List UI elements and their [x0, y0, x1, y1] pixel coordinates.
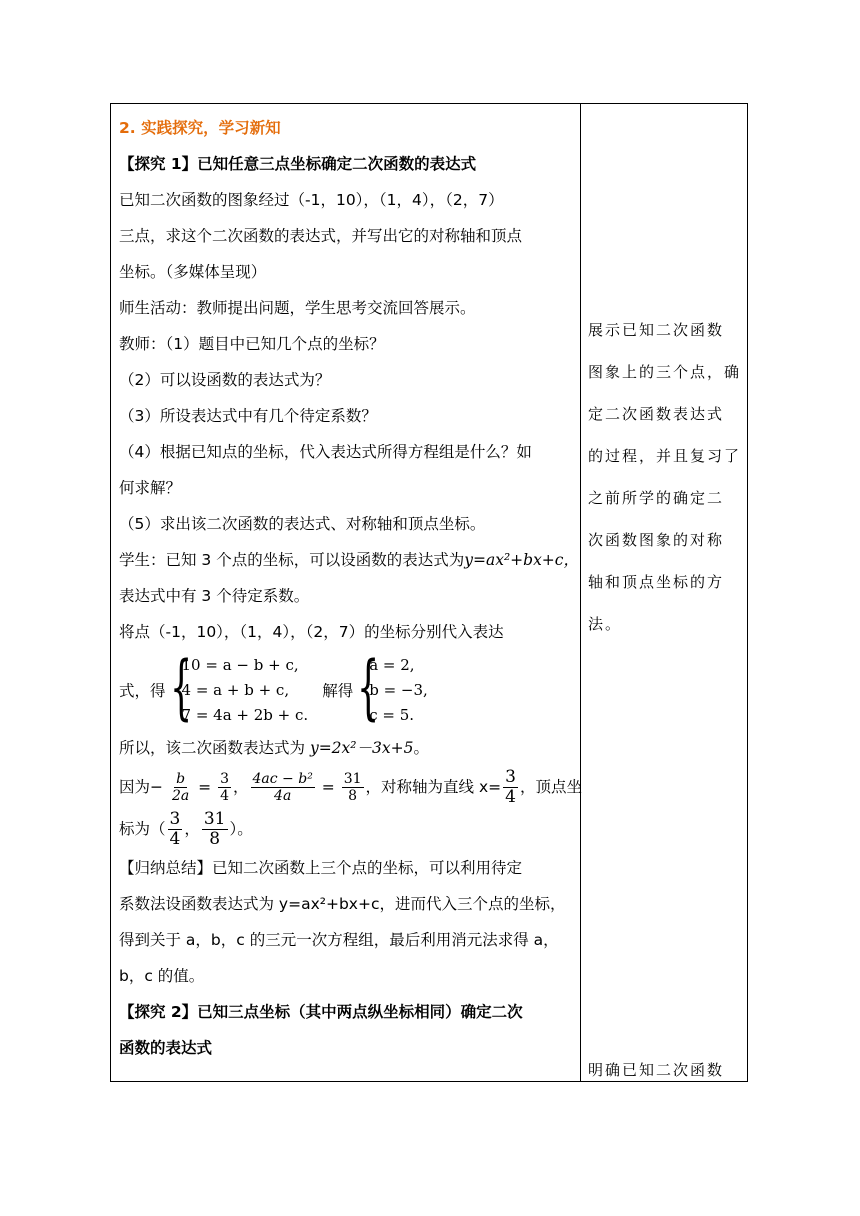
result-formula: y=2x²－3x+5 [309, 739, 414, 757]
vertex-tail: ，顶点坐 [519, 778, 582, 796]
side-note-line: 法。 [588, 615, 623, 633]
fraction-31-over-8 [342, 771, 364, 804]
substitute-prefix: 式，得 [119, 682, 166, 700]
summary-line-1: 【归纳总结】已知二次函数上三个点的坐标，可以利用待定 [119, 859, 523, 877]
student-answer-prefix: 学生：已知 3 个点的坐标，可以设函数的表达式为 [119, 551, 465, 569]
explore1-heading: 【探究 1】已知任意三点坐标确定二次函数的表达式 [119, 155, 477, 173]
substitute-line: 将点（-1，10），（1，4），（2，7）的坐标分别代入表达 [119, 623, 504, 641]
fraction-3-over-4 [218, 771, 231, 804]
problem-line-3: 坐标。（多媒体呈现） [119, 263, 267, 281]
side-note-line: 定二次函数表达式 [588, 405, 725, 423]
section-title: 2. 实践探究，学习新知 [119, 119, 281, 137]
teacher-question-4b: 何求解？ [119, 479, 182, 497]
frac2-num: 3 [220, 771, 229, 787]
student-answer-formula: y=ax²+bx+c， [464, 551, 579, 569]
equation-systems [119, 646, 575, 730]
vertex-suffix: ）。 [229, 820, 253, 838]
problem-line-2: 三点，求这个二次函数的表达式，并写出它的对称轴和顶点 [119, 227, 523, 245]
side-note-line: 图象上的三个点，确 [588, 363, 742, 381]
axis-line [119, 766, 582, 808]
result-prefix: 所以，该二次函数表达式为 [119, 739, 310, 757]
teacher-question-4a: （4）根据已知点的坐标，代入表达式所得方程组是什么？如 [119, 443, 532, 461]
fraction-b-over-2a [170, 771, 191, 804]
result-line [119, 730, 575, 766]
student-answer-b: 表达式中有 3 个待定系数。 [119, 587, 310, 605]
teacher-question-2: （2）可以设函数的表达式为？ [119, 371, 331, 389]
frac3-num: 4ac − b² [252, 771, 313, 787]
side-note-line: 展示已知二次函数 [588, 321, 725, 339]
fraction-vertex-y [251, 771, 315, 804]
system-1 [166, 646, 309, 728]
system-2 [353, 646, 428, 728]
problem-line-1: 已知二次函数的图象经过（-1，10），（1，4），（2，7） [119, 191, 504, 209]
activity-text: 师生活动：教师提出问题，学生思考交流回答展示。 [119, 299, 476, 317]
result-suffix: 。 [413, 739, 429, 757]
student-answer-a [119, 542, 579, 578]
vy-num: 31 [203, 809, 226, 829]
eq-sign-1: = [198, 778, 212, 796]
teacher-question-3: （3）所设表达式中有几个待定系数？ [119, 407, 377, 425]
because-text: 因为− [119, 778, 163, 796]
teacher-question-5: （5）求出该二次函数的表达式、对称轴和顶点坐标。 [119, 515, 486, 533]
system1-eq1: 10 = a − b + c, [181, 655, 299, 674]
left-brace-icon: { [169, 646, 192, 728]
summary-line-4: b，c 的值。 [119, 967, 205, 985]
summary-line-3: 得到关于 a，b，c 的三元一次方程组，最后利用消元法求得 a， [119, 931, 559, 949]
vy-den: 8 [209, 829, 221, 849]
frac3-den: 4a [274, 788, 292, 804]
frac5-den: 4 [505, 787, 516, 807]
vertex-y-fraction [202, 810, 228, 849]
left-brace-icon: { [357, 646, 380, 728]
side-note-2 [588, 1049, 744, 1091]
vertex-line [119, 808, 575, 850]
frac4-num: 31 [343, 771, 362, 787]
system2-eq1: a = 2, [369, 655, 415, 674]
teacher-question-1: 教师：（1）题目中已知几个点的坐标？ [119, 335, 385, 353]
vertex-x-fraction [168, 810, 183, 849]
system1-eq3: 7 = 4a + 2b + c. [181, 705, 309, 724]
frac4-den: 8 [348, 788, 358, 804]
solve-word: 解得 [322, 682, 354, 700]
system2-eq3: c = 5. [369, 705, 415, 724]
axis-text: ，对称轴为直线 x= [365, 778, 502, 796]
side-note-line: 次函数图象的对称 [588, 531, 725, 549]
eq-sign-2: = [321, 778, 335, 796]
main-column [119, 110, 582, 1066]
side-note-1 [588, 309, 744, 645]
explore2-heading-2: 函数的表达式 [119, 1039, 213, 1057]
frac2-den: 4 [220, 788, 229, 804]
vertex-sep: ， [184, 820, 200, 838]
system1-eq2: 4 = a + b + c, [181, 680, 290, 699]
side-note-line: 之前所学的确定二 [588, 489, 725, 507]
fraction-axis [503, 768, 518, 807]
side-note-line: 的过程，并且复习了 [588, 447, 742, 465]
summary-line-2: 系数法设函数表达式为 y=ax²+bx+c，进而代入三个点的坐标， [119, 895, 566, 913]
vx-den: 4 [169, 829, 181, 849]
explore2-heading-1: 【探究 2】已知三点坐标（其中两点纵坐标相同）确定二次 [119, 1003, 523, 1021]
vertex-prefix: 标为（ [119, 820, 166, 838]
frac1-den: 2a [171, 788, 190, 804]
side-note-line: 明确已知二次函数 [588, 1061, 725, 1079]
lesson-table [110, 103, 748, 1082]
column-divider [580, 104, 581, 1081]
side-note-line: 轴和顶点坐标的方 [588, 573, 725, 591]
frac1-num: b [176, 771, 186, 787]
comma-1: ， [233, 778, 249, 796]
vx-num: 3 [169, 809, 181, 829]
system2-eq2: b = −3, [369, 680, 428, 699]
frac5-num: 3 [505, 767, 516, 787]
